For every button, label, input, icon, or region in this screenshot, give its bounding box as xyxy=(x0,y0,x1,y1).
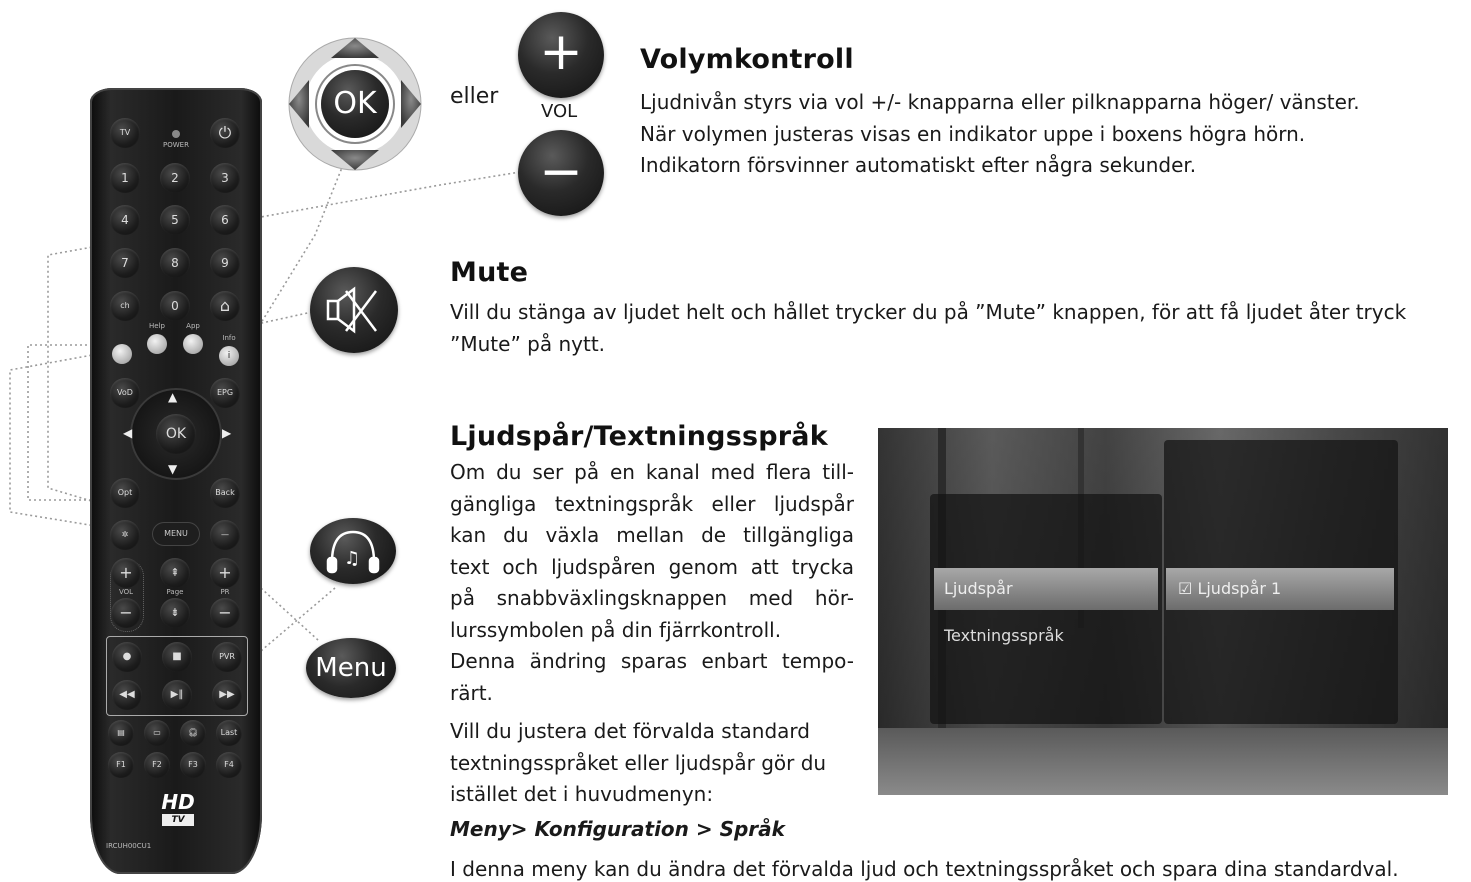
mute-icon[interactable] xyxy=(310,267,398,353)
audio-line: rärt. xyxy=(450,680,493,705)
hd-logo-bottom: TV xyxy=(162,814,194,826)
home-icon[interactable]: ⌂ xyxy=(210,291,240,321)
audio-line: text och ljudspåren genom att trycka xyxy=(450,554,854,579)
model-label: IRCUH00CU1 xyxy=(106,842,152,850)
audio-line: textningsspråket eller ljudspår gör du xyxy=(450,750,827,775)
option-label: Ljudspår 1 xyxy=(1197,579,1282,598)
page-up-button[interactable]: ⇞ xyxy=(160,558,190,588)
audio-track-button[interactable]: 🎧︎ xyxy=(180,720,206,746)
volume-title: Volymkontroll xyxy=(640,44,854,75)
play-pause-button[interactable]: ▶‖ xyxy=(162,680,192,710)
pr-up-button[interactable]: + xyxy=(210,558,240,588)
settings-icon[interactable]: ✲ xyxy=(110,520,140,550)
menu-big-button[interactable]: Menu xyxy=(306,638,396,698)
pvr-button[interactable]: PVR xyxy=(212,642,242,672)
audio-text-2 xyxy=(450,716,826,811)
record-button[interactable]: ● xyxy=(112,642,142,672)
digit-0-button[interactable]: 0 xyxy=(160,291,190,321)
vol-text: VOL xyxy=(541,101,578,122)
teletext-button[interactable]: ▤ xyxy=(108,720,134,746)
volume-line: Indikatorn försvinner automatiskt efter några sekunder. xyxy=(640,153,1197,177)
help-label: Help xyxy=(149,322,165,330)
remote-control xyxy=(90,88,262,874)
audio-line: på snabbväxlingsknappen med hör- xyxy=(450,586,854,610)
power-icon[interactable]: ⏻ xyxy=(210,118,240,148)
digit-7-button[interactable]: 7 xyxy=(110,248,140,278)
digit-4-button[interactable]: 4 xyxy=(110,205,140,235)
footer-text: I denna meny kan du ändra det förvalda ljud och textningsspråket och spara dina standardval. xyxy=(450,857,1399,881)
f3-button[interactable]: F3 xyxy=(180,752,206,778)
hd-logo-top: HD xyxy=(161,790,195,814)
menu-path: Meny> Konfiguration > Språk xyxy=(450,817,785,841)
volume-line: Ljudnivån styrs via vol +/- knapparna eller pilknapparna höger/ vänster. xyxy=(640,90,1360,114)
audio-line: gängliga textningspråk eller ljudspår xyxy=(450,491,854,516)
f2-button[interactable]: F2 xyxy=(144,752,170,778)
digit-5-button[interactable]: 5 xyxy=(160,205,190,235)
opt-button[interactable]: Opt xyxy=(110,478,140,508)
checkbox-icon: ☑ xyxy=(1178,579,1193,598)
headphones-icon[interactable] xyxy=(310,518,396,584)
nav-right-icon[interactable]: ▶ xyxy=(222,426,232,440)
vol-plus-icon[interactable]: + xyxy=(518,12,604,98)
app-button[interactable] xyxy=(183,334,203,354)
power-label: POWER xyxy=(163,141,189,149)
audio-line: lurssymbolen på din fjärrkontroll. xyxy=(450,617,782,642)
info-label: Info xyxy=(222,334,236,342)
info-button[interactable]: i xyxy=(219,346,239,366)
app-label: App xyxy=(186,322,200,330)
help-button[interactable] xyxy=(147,334,167,354)
headphones-music-icon xyxy=(310,518,396,584)
pr-label: PR xyxy=(220,588,230,596)
or-label: eller xyxy=(450,84,499,109)
page-label: Page xyxy=(166,588,184,596)
screenshot-floor xyxy=(878,728,1448,795)
mute-text xyxy=(450,297,1406,360)
mute-title: Mute xyxy=(450,257,529,288)
nav-down-icon[interactable]: ▼ xyxy=(168,462,178,476)
audio-line: kan du växla mellan de tillgängliga xyxy=(450,523,854,547)
ok-big-button[interactable]: OK xyxy=(321,70,389,138)
digit-2-button[interactable]: 2 xyxy=(160,163,190,193)
nav-left-icon[interactable]: ◀ xyxy=(123,426,133,440)
audio-text xyxy=(450,457,854,709)
volume-line: När volymen justeras visas en indikator uppe i boxens högra hörn. xyxy=(640,121,1306,146)
digit-6-button[interactable]: 6 xyxy=(210,205,240,235)
nav-up-icon[interactable]: ▲ xyxy=(168,390,178,404)
audio-line: Denna ändring sparas enbart tempo- xyxy=(450,649,854,673)
power-led xyxy=(172,130,180,138)
menu-item-ljudspar[interactable]: Ljudspår xyxy=(934,568,1158,610)
epg-button[interactable]: EPG xyxy=(210,378,240,408)
mute-line: Vill du stänga av ljudet helt och hållet trycker du på ”Mute” knappen, för att få ljudet åter tryck xyxy=(450,300,1407,324)
channel-list-button[interactable]: ch xyxy=(110,291,140,321)
f1-button[interactable]: F1 xyxy=(108,752,134,778)
option-row[interactable] xyxy=(1166,568,1394,610)
vol-down-button[interactable]: − xyxy=(111,598,141,628)
audio-title: Ljudspår/Textningsspråk xyxy=(450,421,828,452)
speaker-muted-icon xyxy=(310,267,398,353)
volume-text xyxy=(640,87,1360,182)
tv-button[interactable]: TV xyxy=(110,118,140,148)
audio-line: Vill du justera det förvalda standard xyxy=(450,719,810,743)
vol-up-button[interactable]: + xyxy=(111,558,141,588)
ok-dpad xyxy=(285,36,425,176)
fast-forward-button[interactable]: ▶▶ xyxy=(212,680,242,710)
audio-line: Om du ser på en kanal med flera till- xyxy=(450,460,854,484)
svg-text:♫: ♫ xyxy=(344,548,361,569)
page-down-button[interactable]: ⇟ xyxy=(160,598,190,628)
digit-9-button[interactable]: 9 xyxy=(210,248,240,278)
remote-menu-button[interactable]: MENU xyxy=(152,522,200,546)
digit-1-button[interactable]: 1 xyxy=(110,163,140,193)
vol-label: VOL xyxy=(118,588,134,596)
rewind-button[interactable]: ◀◀ xyxy=(112,680,142,710)
f4-button[interactable]: F4 xyxy=(216,752,242,778)
subtitle-button[interactable]: ▭ xyxy=(144,720,170,746)
mute-line: ”Mute” på nytt. xyxy=(450,331,606,356)
mute-button[interactable] xyxy=(112,344,132,364)
back-button[interactable]: Back xyxy=(210,478,240,508)
dash-button[interactable]: — xyxy=(210,520,240,550)
pr-down-button[interactable]: − xyxy=(210,598,240,628)
digit-8-button[interactable]: 8 xyxy=(160,248,190,278)
vod-button[interactable]: VoD xyxy=(110,378,140,408)
vol-minus-icon[interactable]: − xyxy=(518,130,604,216)
menu-item-textningssprak[interactable]: Textningsspråk xyxy=(944,626,1064,645)
ok-button[interactable]: OK xyxy=(156,414,196,454)
last-button[interactable]: Last xyxy=(216,720,242,746)
audio-line: istället det i huvudmenyn: xyxy=(450,782,714,806)
digit-3-button[interactable]: 3 xyxy=(210,163,240,193)
stop-button[interactable]: ■ xyxy=(162,642,192,672)
tv-menu-screenshot xyxy=(878,428,1448,795)
